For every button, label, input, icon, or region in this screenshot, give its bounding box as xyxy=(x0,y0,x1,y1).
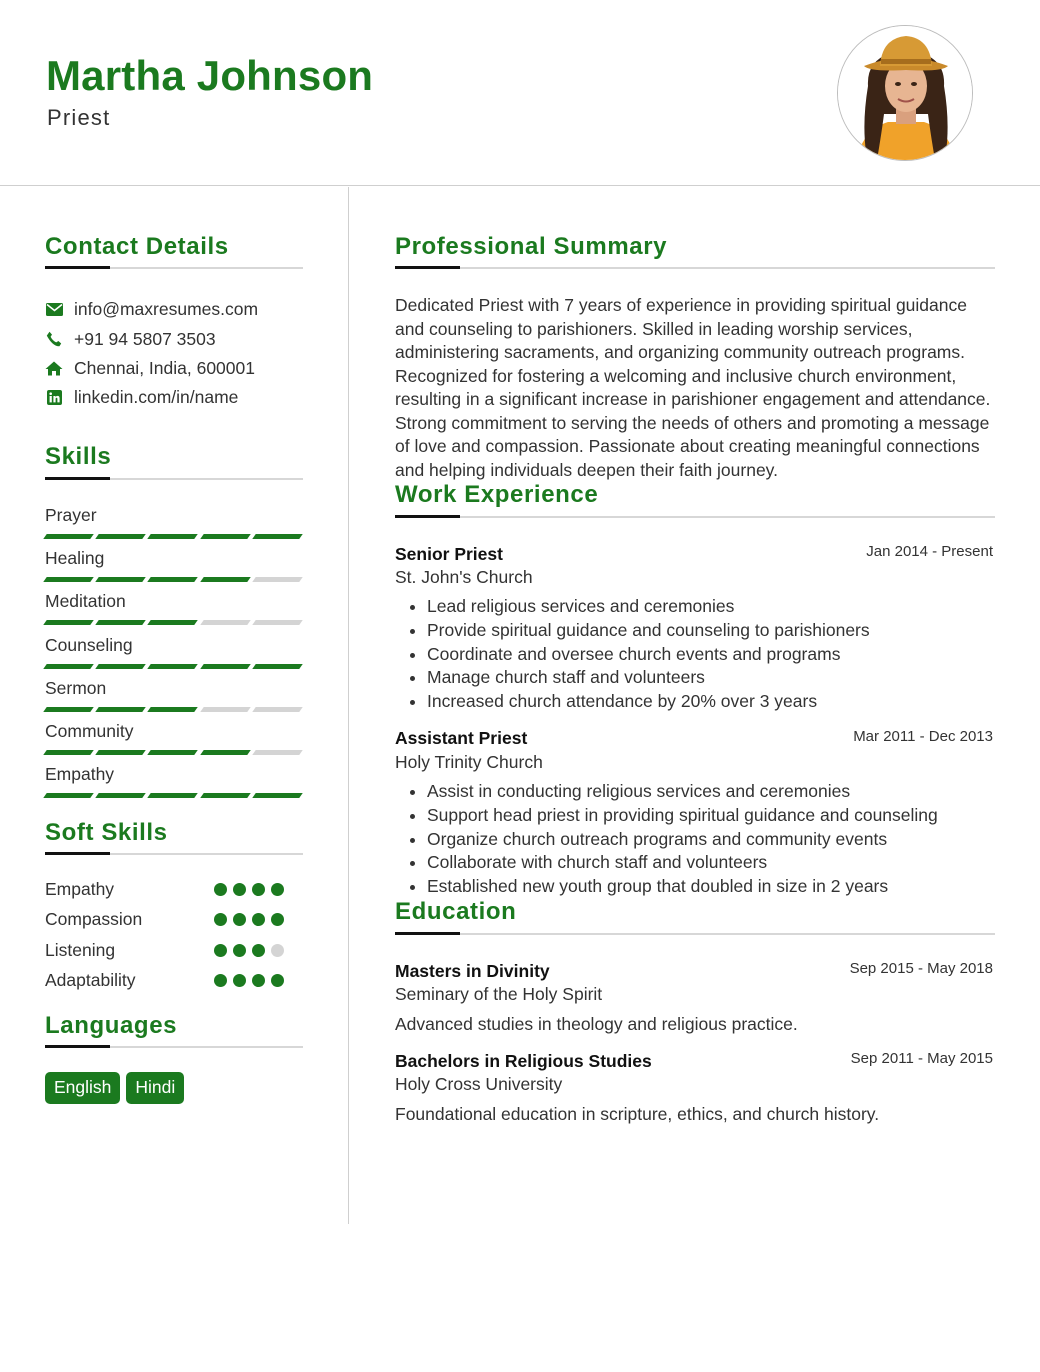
languages-list xyxy=(45,1072,184,1104)
skill-segment-filled xyxy=(43,620,94,625)
experience-heading-rule xyxy=(395,516,995,518)
skill-segment-filled xyxy=(148,664,199,669)
contact-email[interactable] xyxy=(45,298,258,320)
skill-level-bar xyxy=(45,620,301,625)
rating-dot-filled xyxy=(252,944,265,957)
skill-segment-filled xyxy=(200,577,251,582)
resume-header xyxy=(0,0,1040,186)
skill-level-bar xyxy=(45,577,301,582)
skill-name: Prayer xyxy=(45,505,97,525)
skill-level-bar xyxy=(45,793,301,798)
job-bullet: • Organize church outreach programs and community events xyxy=(427,828,1007,852)
skill-segment-filled xyxy=(43,577,94,582)
skill-segment-filled xyxy=(200,534,251,539)
skill-segment-empty xyxy=(252,577,303,582)
rating-dot-empty xyxy=(271,944,284,957)
skill-segment-filled xyxy=(95,577,146,582)
skill-name: Counseling xyxy=(45,634,133,655)
contact-email-text: info@maxresumes.com xyxy=(74,298,259,319)
job-dates: Mar 2011 - Dec 2013 xyxy=(853,728,993,745)
skill-segment-empty xyxy=(252,620,303,625)
contact-linkedin[interactable] xyxy=(45,386,238,408)
contact-address-text: Chennai, India, 600001 xyxy=(74,357,255,378)
school-name: Seminary of the Holy Spirit xyxy=(395,984,603,1004)
job-title: Senior Priest xyxy=(395,544,503,564)
degree-description: Foundational education in scripture, ethics, and church history. xyxy=(395,1104,880,1124)
degree-description: Advanced studies in theology and religious practice. xyxy=(395,1014,798,1034)
skill-segment-filled xyxy=(95,534,146,539)
job-organization: St. John's Church xyxy=(395,567,533,587)
skills-heading: Skills xyxy=(45,443,112,470)
skill-segment-filled xyxy=(43,707,94,712)
soft-skill-name: Compassion xyxy=(45,909,143,930)
rating-dot-filled xyxy=(214,944,227,957)
rating-dot-filled xyxy=(214,883,227,896)
skill-name: Community xyxy=(45,721,134,741)
skill-segment-empty xyxy=(200,707,251,712)
skill-level-bar xyxy=(45,707,301,712)
rating-dot-filled xyxy=(271,974,284,987)
soft-skill-rating xyxy=(214,883,304,897)
soft-skill-rating xyxy=(214,913,304,927)
job-title: Assistant Priest xyxy=(395,728,528,748)
summary-heading: Professional Summary xyxy=(395,233,668,260)
job-bullet: • Support head priest in providing spiritual guidance and counseling xyxy=(427,804,1007,828)
skill-name: Empathy xyxy=(45,764,115,785)
candidate-title: Priest xyxy=(47,105,111,130)
envelope-icon xyxy=(45,300,63,318)
skill-segment-filled xyxy=(200,664,251,669)
skill-level-bar xyxy=(45,664,301,669)
skill-level-bar xyxy=(45,750,301,755)
rating-dot-filled xyxy=(233,944,246,957)
phone-icon xyxy=(45,330,63,348)
skill-segment-filled xyxy=(95,750,146,755)
summary-heading-rule xyxy=(395,267,995,269)
skill-segment-filled xyxy=(95,664,146,669)
job-bullet: • Provide spiritual guidance and counseling to parishioners xyxy=(427,619,1007,643)
skill-segment-filled xyxy=(95,793,146,798)
rating-dot-filled xyxy=(214,974,227,987)
skill-segment-filled xyxy=(148,707,199,712)
degree-dates: Sep 2011 - May 2015 xyxy=(850,1050,993,1067)
skill-segment-filled xyxy=(95,620,146,625)
skill-segment-filled xyxy=(148,750,199,755)
job-bullet: • Coordinate and oversee church events and programs xyxy=(427,643,1007,667)
home-icon xyxy=(45,359,63,377)
languages-heading-rule xyxy=(45,1046,303,1048)
skill-segment-filled xyxy=(43,664,94,669)
languages-heading: Languages xyxy=(45,1012,178,1039)
candidate-name: Martha Johnson xyxy=(46,52,374,99)
contact-heading-rule xyxy=(45,267,303,269)
job-bullet: • Collaborate with church staff and volunteers xyxy=(427,851,1007,875)
soft-skill-rating xyxy=(214,974,304,988)
contact-address xyxy=(45,357,255,379)
rating-dot-filled xyxy=(233,974,246,987)
degree-dates: Sep 2015 - May 2018 xyxy=(849,960,993,977)
job-dates: Jan 2014 - Present xyxy=(866,543,993,560)
language-tag: Hindi xyxy=(126,1072,184,1104)
job-bullets xyxy=(427,595,1007,714)
skill-segment-filled xyxy=(43,793,94,798)
job-bullets xyxy=(427,780,1007,899)
rating-dot-filled xyxy=(271,883,284,896)
skill-segment-filled xyxy=(43,534,94,539)
contact-linkedin-text: linkedin.com/in/name xyxy=(74,386,239,407)
skill-segment-filled xyxy=(148,620,199,625)
skill-name: Sermon xyxy=(45,677,107,698)
skill-name: Healing xyxy=(45,548,105,569)
rating-dot-filled xyxy=(252,913,265,926)
soft-skill-name: Adaptability xyxy=(45,969,136,990)
rating-dot-filled xyxy=(252,974,265,987)
contact-heading: Contact Details xyxy=(45,233,229,260)
skill-segment-empty xyxy=(252,750,303,755)
rating-dot-filled xyxy=(214,913,227,926)
skill-segment-filled xyxy=(148,534,199,539)
column-divider xyxy=(348,187,349,1224)
skill-segment-empty xyxy=(200,620,251,625)
education-heading-rule xyxy=(395,933,995,935)
soft-skills-heading-rule xyxy=(45,853,303,855)
rating-dot-filled xyxy=(233,883,246,896)
skill-segment-filled xyxy=(252,793,303,798)
job-organization: Holy Trinity Church xyxy=(395,752,543,772)
job-bullet: • Manage church staff and volunteers xyxy=(427,666,1007,690)
skill-segment-empty xyxy=(252,707,303,712)
contact-phone[interactable] xyxy=(45,328,216,350)
rating-dot-filled xyxy=(252,883,265,896)
soft-skills-heading: Soft Skills xyxy=(45,819,168,846)
soft-skill-rating xyxy=(214,944,304,958)
skill-segment-filled xyxy=(95,707,146,712)
rating-dot-filled xyxy=(271,913,284,926)
job-bullet: • Lead religious services and ceremonies xyxy=(427,595,1007,619)
skill-level-bar xyxy=(45,534,301,539)
soft-skill-name: Empathy xyxy=(45,879,115,899)
linkedin-icon xyxy=(45,388,63,406)
degree-title: Masters in Divinity xyxy=(395,961,550,981)
rating-dot-filled xyxy=(233,913,246,926)
school-name: Holy Cross University xyxy=(395,1074,563,1094)
skill-segment-filled xyxy=(200,750,251,755)
skill-segment-filled xyxy=(148,793,199,798)
skill-segment-filled xyxy=(252,664,303,669)
language-tag: English xyxy=(45,1072,120,1104)
contact-phone-text: +91 94 5807 3503 xyxy=(74,328,216,349)
experience-heading: Work Experience xyxy=(395,481,599,508)
profile-photo xyxy=(837,25,973,161)
summary-text: Dedicated Priest with 7 years of experience in providing spiritual guidance and counseling to parishioners. Skilled in leading worship services, administering sacraments, and organizing community outreach programs. Recognized for fostering a welcoming and inclusive church environment, resulting in a significant increase in parishioner engagement and attendance. Strong commitment to serving the needs of others and promoting a message of love and compassion. Passionate about creating meaningful connections and helping individuals deepen their faith journey. xyxy=(395,295,991,480)
skill-segment-filled xyxy=(148,577,199,582)
job-bullet: • Assist in conducting religious services and ceremonies xyxy=(427,780,1007,804)
skill-segment-filled xyxy=(200,793,251,798)
job-bullet: • Established new youth group that doubled in size in 2 years xyxy=(427,875,1007,899)
skill-segment-filled xyxy=(43,750,94,755)
education-heading: Education xyxy=(395,898,517,925)
job-bullet: • Increased church attendance by 20% over 3 years xyxy=(427,690,1007,714)
skill-segment-filled xyxy=(252,534,303,539)
soft-skill-name: Listening xyxy=(45,939,116,960)
skills-heading-rule xyxy=(45,478,303,480)
skill-name: Meditation xyxy=(45,591,126,612)
degree-title: Bachelors in Religious Studies xyxy=(395,1051,652,1071)
